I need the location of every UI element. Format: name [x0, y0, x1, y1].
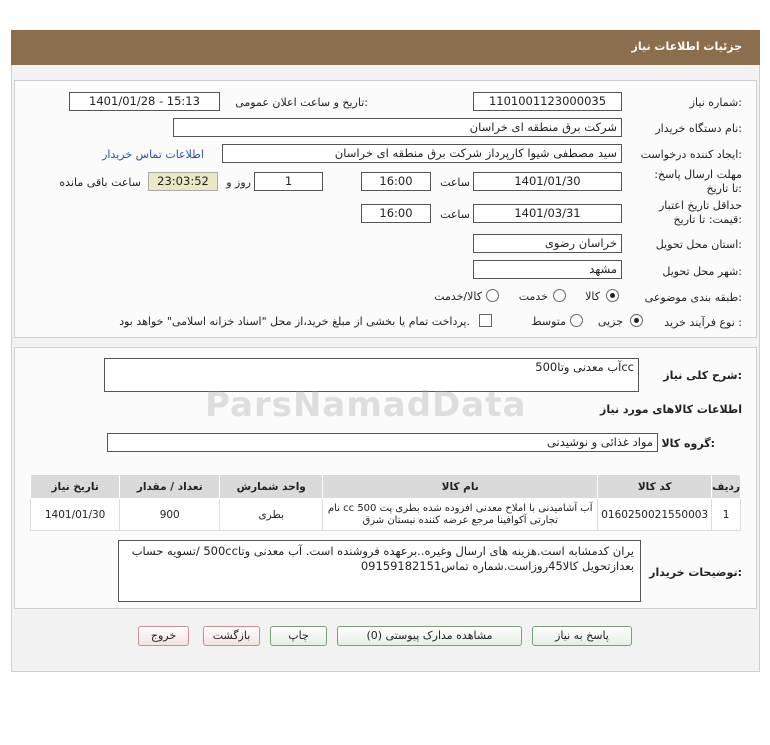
header-index: ردیف — [712, 475, 741, 499]
need-number-field: 1101001123000035 — [473, 92, 622, 111]
city-label: شهر محل تحویل: — [662, 265, 742, 278]
requester-field: سید مصطفی شیوا کارپرداز شرکت برق منطقه ای خراسان — [222, 144, 622, 163]
buyer-notes-field: یران کدمشابه است.هزینه های ارسال وغیره..برعهده فروشنده است. آب معدنی وتا500cc /تسویه حساب بعدازتحویل کالا45روزاست.شماره تماس09159182151 — [118, 540, 641, 602]
row-code: 0160250021550003 — [598, 499, 712, 531]
city-field: مشهد — [473, 260, 622, 279]
process-option-medium: متوسط — [531, 315, 566, 328]
page-title: جزئیات اطلاعات نیاز — [631, 40, 742, 53]
goods-table — [30, 474, 741, 531]
category-radio-goods[interactable] — [606, 289, 619, 302]
header-date: تاریخ نیاز — [31, 475, 120, 499]
row-name: آب آشامیدنی با املاح معدنی افزوده شده بطری پت 500 cc نام تجارتی آکوافینا مرجع عرضه کننده نیستان شرق — [323, 499, 598, 531]
deadline-date-field: 1401/01/30 — [473, 172, 622, 191]
row-date: 1401/01/30 — [31, 499, 120, 531]
category-option-both: کالا/خدمت — [434, 290, 482, 303]
process-radio-medium[interactable] — [570, 314, 583, 327]
category-option-goods: کالا — [585, 290, 600, 303]
goods-group-field: مواد غذائی و نوشیدنی — [107, 433, 658, 452]
exit-button[interactable]: خروج — [138, 626, 189, 646]
remaining-time-field: 23:03:52 — [148, 172, 218, 191]
deadline-label: مهلت ارسال پاسخ: تا تاریخ: — [654, 168, 742, 195]
attachments-button[interactable]: مشاهده مدارک پیوستی (0) — [337, 626, 522, 646]
print-button[interactable]: چاپ — [270, 626, 327, 646]
days-field: 1 — [254, 172, 323, 191]
buyer-notes-label: توضیحات خریدار: — [649, 566, 742, 579]
payment-note: پرداخت تمام یا بخشی از مبلغ خرید،از محل "اسناد خزانه اسلامی" خواهد بود. — [119, 315, 470, 328]
need-number-label: شماره نیاز: — [689, 96, 742, 109]
back-button[interactable]: بازگشت — [203, 626, 260, 646]
contact-info-link[interactable]: اطلاعات تماس خریدار — [102, 148, 204, 161]
description-label: شرح کلی نیاز: — [663, 369, 742, 382]
header-name: نام کالا — [323, 475, 598, 499]
announce-label: تاریخ و ساعت اعلان عمومی: — [235, 96, 368, 109]
validity-label: حداقل تاریخ اعتبار قیمت: تا تاریخ: — [658, 199, 742, 226]
province-field: خراسان رضوی — [473, 234, 622, 253]
header-code: کد کالا — [598, 475, 712, 499]
row-index: 1 — [712, 499, 741, 531]
buyer-org-field: شرکت برق منطقه ای خراسان — [173, 118, 622, 137]
table-header-row — [31, 475, 741, 499]
buyer-org-label: نام دستگاه خریدار: — [655, 122, 742, 135]
goods-group-label: گروه کالا: — [661, 437, 715, 450]
watermark: ParsNamadData — [205, 385, 527, 425]
header-unit: واحد شمارش — [220, 475, 323, 499]
province-label: استان محل تحویل: — [655, 238, 742, 251]
treasury-checkbox[interactable] — [479, 314, 492, 327]
days-label: روز و — [226, 176, 251, 189]
category-label: طبقه بندی موضوعی: — [644, 291, 742, 304]
announce-field: 1401/01/28 - 15:13 — [69, 92, 220, 111]
header-qty: تعداد / مقدار — [120, 475, 220, 499]
table-row — [31, 499, 741, 531]
remaining-label: ساعت باقی مانده — [59, 176, 141, 189]
deadline-time-field: 16:00 — [361, 172, 431, 191]
requester-label: ایجاد کننده درخواست: — [640, 148, 742, 161]
process-option-minor: جزیی — [597, 315, 623, 328]
row-unit: بطری — [220, 499, 323, 531]
category-radio-service[interactable] — [553, 289, 566, 302]
goods-section-title: اطلاعات کالاهای مورد نیاز — [600, 403, 742, 416]
validity-time-field: 16:00 — [361, 204, 431, 223]
description-field: آب معدنی وتا500cc — [104, 358, 639, 392]
category-option-service: خدمت — [518, 290, 548, 303]
category-radio-both[interactable] — [486, 289, 499, 302]
process-label: نوع فرآیند خرید : — [664, 316, 742, 329]
deadline-time-label: ساعت — [440, 176, 470, 189]
row-qty: 900 — [120, 499, 220, 531]
validity-date-field: 1401/03/31 — [473, 204, 622, 223]
validity-time-label: ساعت — [440, 208, 470, 221]
reply-button[interactable]: پاسخ به نیاز — [532, 626, 632, 646]
process-radio-minor[interactable] — [630, 314, 643, 327]
page-header — [11, 30, 760, 65]
